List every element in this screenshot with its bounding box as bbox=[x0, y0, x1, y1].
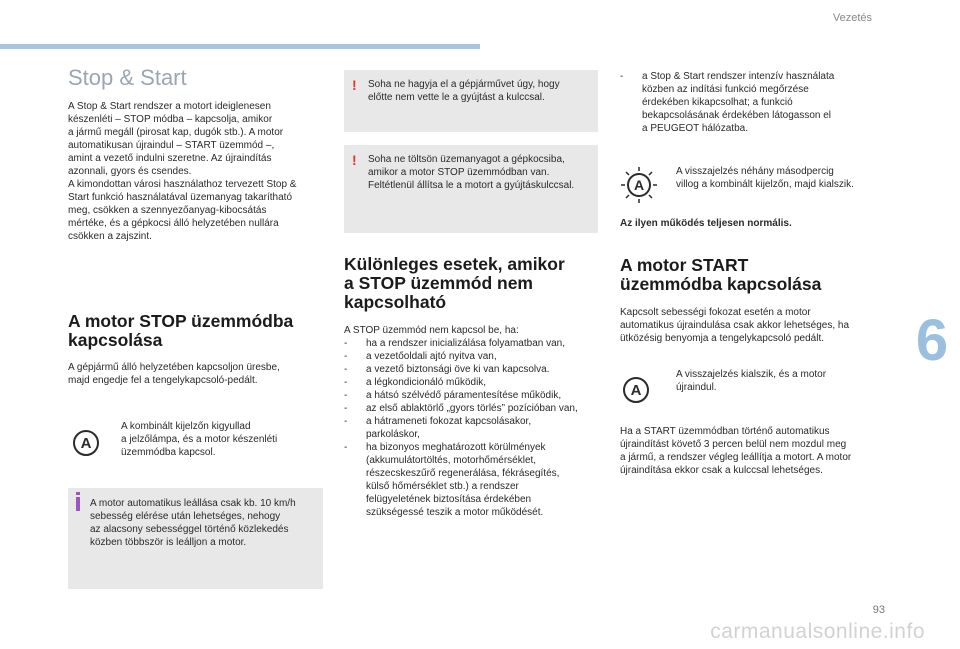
special-cases-list bbox=[344, 324, 606, 519]
text-line: automatikus újraindulása csak akkor lehetséges, ha bbox=[620, 320, 850, 331]
watermark: carmanualsonline.info bbox=[710, 620, 925, 643]
stop-paragraph bbox=[68, 361, 328, 387]
text-line: bekapcsolásának érdekében látogasson el bbox=[642, 110, 832, 121]
text-line: újraindítása ekkor csak a kulccsal lehetséges. bbox=[620, 465, 823, 476]
special-cases-heading bbox=[344, 255, 604, 312]
text-line: a hátsó szélvédő páramentesítése működik, bbox=[366, 390, 562, 401]
warning-box-fuel bbox=[344, 145, 598, 233]
start-icon-text bbox=[676, 368, 886, 394]
text-line: automatikusan újraindul – START üzemmód –, bbox=[68, 140, 275, 151]
text-line: a jármű megáll (pirosat kap, dugók stb.). A motor bbox=[68, 127, 284, 138]
warning-box-keys bbox=[344, 70, 598, 132]
exclamation-icon: ! bbox=[352, 152, 357, 168]
heading-line: Különleges esetek, amikor bbox=[344, 254, 565, 274]
text-line: A gépjármű álló helyzetében kapcsoljon üresbe, bbox=[68, 362, 280, 373]
text-line: - a hátrameneti fokozat kapcsolásakor, bbox=[366, 416, 532, 427]
text-line: Start funkció használatával üzemanyag takarítható bbox=[68, 192, 293, 203]
list-item bbox=[344, 376, 606, 389]
page-title: Stop & Start bbox=[68, 65, 187, 90]
header-accent-bar bbox=[0, 44, 480, 49]
heading-line: A motor STOP üzemmódba bbox=[68, 311, 294, 331]
text-line: újraindul. bbox=[676, 382, 717, 393]
text-line: azonnali, gyors és csendes. bbox=[68, 166, 192, 177]
heading-line: kapcsolható bbox=[344, 292, 447, 312]
text-line: villog a kombinált kijelzőn, majd kialszik. bbox=[676, 179, 854, 190]
page-number: 93 bbox=[872, 604, 885, 616]
list-intro: A STOP üzemmód nem kapcsol be, ha: bbox=[344, 325, 519, 336]
text-line: Soha ne töltsön üzemanyagot a gépkocsiba, bbox=[368, 154, 565, 165]
text-line: amikor a motor STOP üzemmódban van. bbox=[368, 167, 550, 178]
start-paragraph bbox=[620, 306, 885, 345]
text-line: - a Stop & Start rendszer intenzív használata bbox=[642, 71, 835, 82]
text-line: A kombinált kijelzőn kigyullad bbox=[121, 421, 251, 432]
text-line: sebesség elérése után lehetséges, nehogy bbox=[90, 511, 281, 522]
text-line: A visszajelzés néhány másodpercig bbox=[676, 166, 834, 177]
text-line: a vezetőoldali ajtó nyitva van, bbox=[366, 351, 497, 362]
text-line: az első ablaktörlő „gyors törlés” pozícióban van, bbox=[366, 403, 578, 414]
text-line: - ha bizonyos meghatározott körülmények bbox=[366, 442, 546, 453]
text-line: közben az indítási funkció megőrzése bbox=[642, 84, 809, 95]
text-line: Feltétlenül állítsa le a motort a gyújtáskulccsal. bbox=[368, 180, 575, 191]
a-circle-icon: A bbox=[73, 430, 99, 456]
text-line: a PEUGEOT hálózatba. bbox=[642, 123, 748, 134]
text-line: felügyeletének biztosítása érdekében bbox=[366, 494, 532, 505]
heading-line: kapcsolása bbox=[68, 330, 163, 350]
text-line: A Stop & Start rendszer a motort ideiglenesen bbox=[68, 101, 271, 112]
text-line: részecskeszűrő regenerálása, fékrásegítés, bbox=[366, 468, 560, 479]
text-line: az alacsony sebességgel történő közlekedés bbox=[90, 524, 289, 535]
text-line: A motor automatikus leállása csak kb. 10 km/h bbox=[90, 498, 296, 509]
text-line: közben többször is leálljon a motor. bbox=[90, 537, 247, 548]
blink-text bbox=[676, 165, 886, 191]
text-line: parkoláskor, bbox=[366, 429, 420, 440]
text-line: a jelzőlámpa, és a motor készenléti bbox=[121, 434, 278, 445]
intro-paragraph bbox=[68, 100, 328, 243]
text-line: üzemmódba kapcsol. bbox=[121, 447, 216, 458]
list-item bbox=[620, 70, 880, 135]
text-line: ha a rendszer inicializálása folyamatban van, bbox=[366, 338, 565, 349]
text-line: újraindítást követő 3 percen belül nem mozdul meg bbox=[620, 439, 847, 450]
normal-note: Az ilyen működés teljesen normális. bbox=[620, 218, 792, 229]
text-line: A visszajelzés kialszik, és a motor bbox=[676, 369, 827, 380]
stop-icon-text bbox=[121, 420, 321, 459]
text-line: érdekében kikapcsolhat; a funkció bbox=[642, 97, 793, 108]
text-line: csökken a zajszint. bbox=[68, 231, 152, 242]
heading-line: üzemmódba kapcsolása bbox=[620, 274, 822, 294]
list-item bbox=[344, 337, 606, 350]
info-icon bbox=[76, 497, 80, 511]
text-line: meg, csökken a szennyezőanyag-kibocsátás bbox=[68, 205, 267, 216]
chapter-number: 6 bbox=[915, 307, 949, 373]
text-line: szükségessé teszik a motor működését. bbox=[366, 507, 544, 518]
text-line: ütközésig benyomja a tengelykapcsoló pedált. bbox=[620, 333, 825, 344]
text-line: A kimondottan városi használathoz tervezett Stop & bbox=[68, 179, 297, 190]
text-line: majd engedje fel a tengelykapcsoló-pedált. bbox=[68, 375, 258, 386]
a-circle-blinking-icon: A bbox=[621, 167, 657, 203]
start-heading bbox=[620, 256, 880, 294]
text-line: Ha a START üzemmódban történő automatikus bbox=[620, 426, 830, 437]
list-item bbox=[344, 389, 606, 402]
text-line: a légkondicionáló működik, bbox=[366, 377, 487, 388]
a-circle-icon: A bbox=[623, 377, 649, 403]
exclamation-icon: ! bbox=[352, 77, 357, 93]
list-item bbox=[344, 363, 606, 376]
heading-line: A motor START bbox=[620, 255, 749, 275]
deactivate-bullet bbox=[620, 70, 880, 135]
text-line: Soha ne hagyja el a gépjárművet úgy, hogy bbox=[368, 79, 560, 90]
text-line: (akkumulátortöltés, motorhőmérséklet, bbox=[366, 455, 537, 466]
heading-line: a STOP üzemmód nem bbox=[344, 273, 533, 293]
stop-heading bbox=[68, 312, 328, 350]
info-box bbox=[68, 488, 323, 589]
section-title: Vezetés bbox=[832, 12, 872, 24]
text-line: a vezető biztonsági öve ki van kapcsolva. bbox=[366, 364, 550, 375]
text-line: Kapcsolt sebességi fokozat esetén a motor bbox=[620, 307, 811, 318]
chapter-tab bbox=[904, 298, 960, 382]
text-line: készenléti – STOP módba – kapcsolja, amikor bbox=[68, 114, 273, 125]
text-line: amint a vezető indulni szeretne. Az újraindítás bbox=[68, 153, 272, 164]
list-item bbox=[344, 415, 606, 441]
list-item bbox=[344, 350, 606, 363]
text-line: előtte nem vette le a gyújtást a kulccsal. bbox=[368, 92, 545, 103]
text-line: mértéke, és a gépkocsi álló helyzetében nullára bbox=[68, 218, 279, 229]
final-paragraph bbox=[620, 425, 885, 477]
text-line: külső hőmérséklet stb.) a rendszer bbox=[366, 481, 519, 492]
text-line: a jármű, a rendszer végleg leállítja a motort. A motor bbox=[620, 452, 852, 463]
list-item bbox=[344, 441, 606, 519]
list-item bbox=[344, 402, 606, 415]
